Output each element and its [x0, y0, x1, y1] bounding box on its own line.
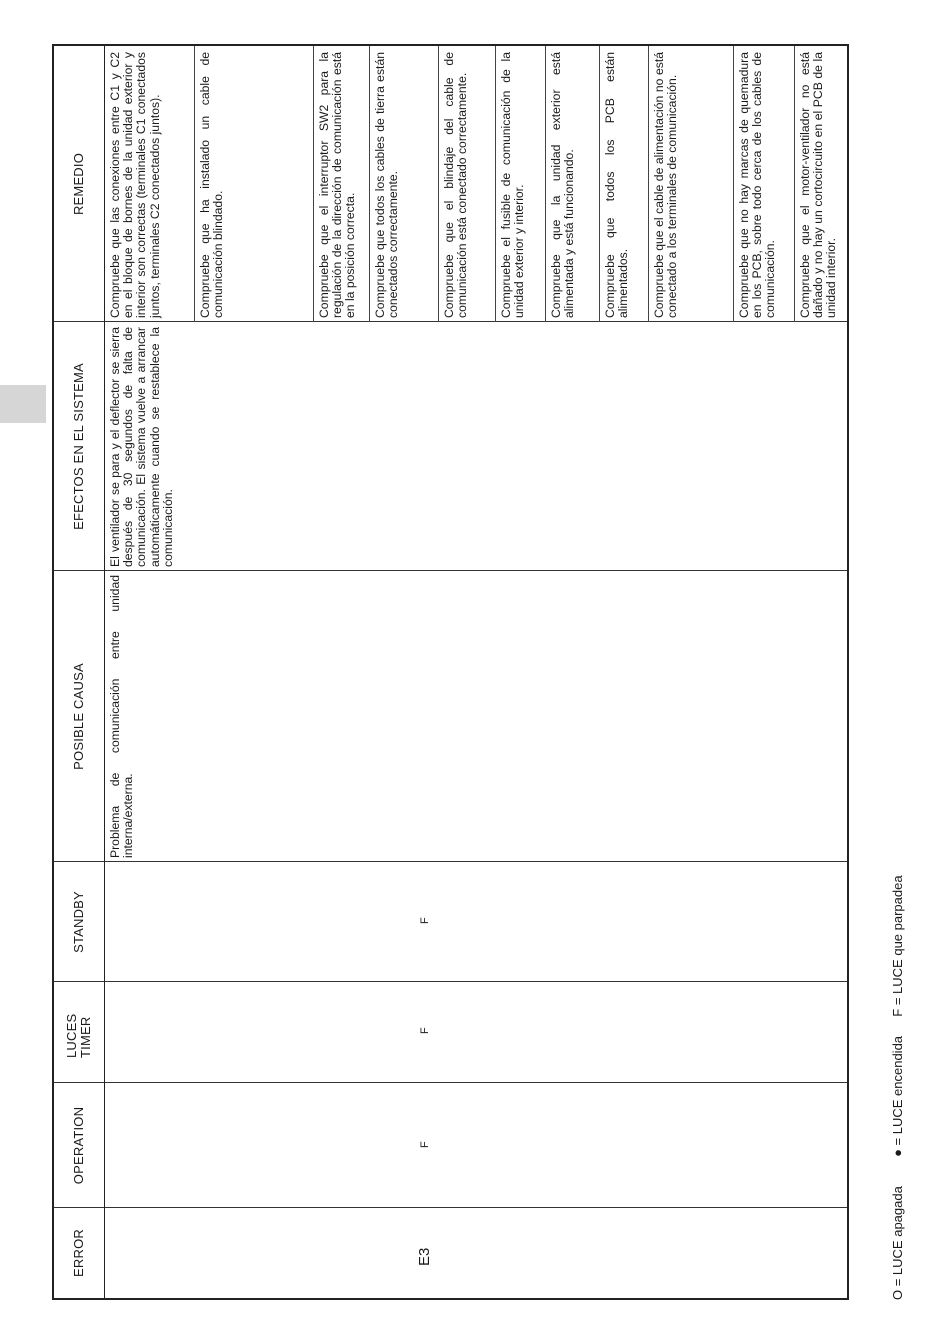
error-code: E3 — [416, 1247, 433, 1266]
header-error: ERROR — [71, 1229, 86, 1277]
remedio-item: Compruebe que el motor-ventilador no está dañado y no hay un cortocircuito en el PCB de la unidad interior. — [798, 52, 839, 318]
troubleshooting-table — [52, 44, 849, 1300]
remedio-item: Compruebe que el interruptor SW2 para la regulación de la dirección de comunicación está en la posición correcta. — [317, 52, 358, 318]
remedio-item: Compruebe que todos los cables de tierra están conectados correctamente. — [373, 52, 401, 318]
remedio-item: Compruebe que el blindaje del cable de comunicación está conectado correctamente. — [442, 52, 470, 318]
header-posible-causa: POSIBLE CAUSA — [71, 663, 86, 770]
remedio-item: Compruebe el fusible de comunicación de la unidad exterior y interior. — [499, 52, 527, 318]
header-remedio: REMEDIO — [71, 152, 86, 216]
remedio-item: Compruebe que todos los PCB están alimentados. — [603, 52, 631, 318]
remedio-item: Compruebe que las conexiones entre C1 y C2 en el bloque de bornes de la unidad exterior y interior son correctas (terminales C1 conectados juntos, terminales C2 conectados juntos). — [108, 52, 162, 318]
remedio-item: Compruebe que el cable de alimentación no está conectado a los terminales de comunicación. — [652, 52, 680, 318]
header-timer: TIMER — [78, 1016, 93, 1058]
legend — [890, 875, 905, 1300]
legend-blink: F = LUCE que parpadea — [890, 875, 905, 1017]
header-luces: LUCES — [64, 1013, 79, 1058]
legend-off: O = LUCE apagada — [890, 1186, 905, 1300]
remedio-item: Compruebe que ha instalado un cable de comunicación blindado. — [198, 52, 226, 318]
remedio-item: Compruebe que no hay marcas de quemadura en los PCB, sobre todo cerca de los cables de comunicación. — [737, 52, 778, 318]
standby-flag: F — [419, 917, 431, 924]
header-standby: STANDBY — [71, 891, 86, 953]
section-tab-marker — [0, 385, 46, 423]
remedio-item: Compruebe que la unidad exterior está alimentada y está funcionando. — [549, 52, 577, 318]
header-timer-group — [54, 982, 104, 1083]
header-operation: OPERATION — [71, 1106, 86, 1185]
efectos-text: El ventilador se para y el deflector se sierra después de 30 segundos de falta de comunicación. El sistema vuelve a arrancar automáticamente cuando se restablece la comunicación. — [108, 327, 175, 567]
posible-causa-text: Problema de comunicación entre unidad interna/externa. — [108, 575, 136, 858]
rotated-sheet — [52, 40, 932, 1300]
header-efectos: EFECTOS EN EL SISTEMA — [71, 363, 86, 530]
legend-on: ● = LUCE encendida — [890, 1035, 905, 1157]
operation-flag: F — [419, 1141, 431, 1148]
timer-flag: F — [419, 1027, 431, 1034]
